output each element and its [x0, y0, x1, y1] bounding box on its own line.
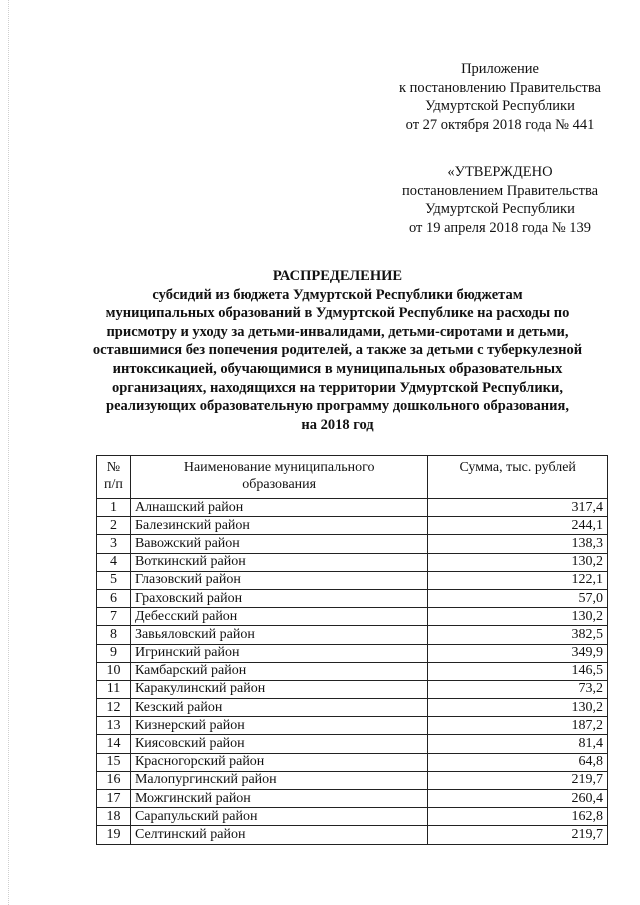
row-number: 14 [97, 735, 131, 753]
approved-line: от 19 апреля 2018 года № 139 [408, 219, 592, 236]
row-municipality: Вавожский район [130, 535, 427, 553]
row-municipality: Камбарский район [130, 662, 427, 680]
distribution-table [96, 455, 608, 845]
row-number: 8 [97, 626, 131, 644]
appendix-line: Приложение [461, 61, 539, 77]
row-amount: 73,2 [428, 680, 608, 698]
title-line: реализующих образовательную программу дошкольного образования, [106, 398, 569, 415]
approved-note [380, 163, 620, 237]
row-municipality: Можгинский район [130, 790, 427, 808]
row-number: 16 [97, 771, 131, 789]
row-amount: 244,1 [428, 517, 608, 535]
row-amount: 219,7 [428, 771, 608, 789]
row-number: 7 [97, 608, 131, 626]
row-municipality: Завьяловский район [130, 626, 427, 644]
approved-line: Удмуртской Республики [425, 201, 575, 217]
title-heading: РАСПРЕДЕЛЕНИЕ [272, 268, 403, 284]
row-municipality: Глазовский район [130, 571, 427, 589]
row-municipality: Граховский район [130, 589, 427, 607]
table-row [97, 790, 608, 808]
row-number: 4 [97, 553, 131, 571]
row-amount: 162,8 [428, 808, 608, 826]
title-line: муниципальных образований в Удмуртской Республике на расходы по [105, 305, 570, 322]
table-row [97, 608, 608, 626]
table-row [97, 771, 608, 789]
table-row [97, 644, 608, 662]
table-row [97, 808, 608, 826]
scan-margin-line [8, 0, 10, 905]
row-amount: 130,2 [428, 699, 608, 717]
table-row [97, 735, 608, 753]
row-municipality: Игринский район [130, 644, 427, 662]
row-amount: 260,4 [428, 790, 608, 808]
table-body [97, 499, 608, 845]
title-line: на 2018 год [301, 416, 374, 433]
row-amount: 122,1 [428, 571, 608, 589]
appendix-note [380, 60, 620, 134]
row-number: 2 [97, 517, 131, 535]
row-amount: 187,2 [428, 717, 608, 735]
appendix-line: от 27 октября 2018 года № 441 [405, 116, 595, 133]
header-name-line2: образования [242, 477, 317, 492]
title-line: интоксикацией, обучающимися в муниципальных образовательных [112, 360, 563, 377]
table-row [97, 826, 608, 844]
row-municipality: Киясовский район [130, 735, 427, 753]
table-row [97, 589, 608, 607]
document-title [70, 267, 605, 434]
header-name-line1: Наименование муниципального [183, 460, 375, 475]
table-row [97, 517, 608, 535]
header-name [130, 456, 427, 499]
table-row [97, 753, 608, 771]
row-number: 17 [97, 790, 131, 808]
row-amount: 130,2 [428, 608, 608, 626]
table-row [97, 571, 608, 589]
row-amount: 219,7 [428, 826, 608, 844]
row-number: 18 [97, 808, 131, 826]
row-municipality: Сарапульский район [130, 808, 427, 826]
header-sum: Сумма, тыс. рублей [428, 456, 608, 499]
row-municipality: Красногорский район [130, 753, 427, 771]
title-line: оставшимися без попечения родителей, а также за детьми с туберкулезной [92, 342, 583, 359]
row-municipality: Каракулинский район [130, 680, 427, 698]
table-row [97, 662, 608, 680]
row-number: 15 [97, 753, 131, 771]
row-amount: 349,9 [428, 644, 608, 662]
row-municipality: Селтинский район [130, 826, 427, 844]
table-row [97, 535, 608, 553]
row-number: 6 [97, 589, 131, 607]
row-amount: 317,4 [428, 499, 608, 517]
row-amount: 138,3 [428, 535, 608, 553]
row-number: 12 [97, 699, 131, 717]
row-municipality: Балезинский район [130, 517, 427, 535]
row-amount: 57,0 [428, 589, 608, 607]
row-municipality: Малопургинский район [130, 771, 427, 789]
appendix-line: к постановлению Правительства [399, 79, 601, 96]
title-line: субсидий из бюджета Удмуртской Республики бюджетам [152, 286, 523, 303]
approved-line: постановлением Правительства [401, 182, 599, 199]
row-municipality: Кезский район [130, 699, 427, 717]
row-amount: 146,5 [428, 662, 608, 680]
table-row [97, 680, 608, 698]
table-row [97, 717, 608, 735]
appendix-line: Удмуртской Республики [425, 98, 575, 114]
header-number [97, 456, 131, 499]
row-number: 10 [97, 662, 131, 680]
approved-line: «УТВЕРЖДЕНО [447, 164, 553, 180]
row-amount: 64,8 [428, 753, 608, 771]
row-number: 19 [97, 826, 131, 844]
row-number: 5 [97, 571, 131, 589]
row-municipality: Алнашский район [130, 499, 427, 517]
header-number-line2: п/п [104, 477, 123, 492]
row-municipality: Кизнерский район [130, 717, 427, 735]
row-number: 1 [97, 499, 131, 517]
row-amount: 382,5 [428, 626, 608, 644]
table-row [97, 626, 608, 644]
row-amount: 81,4 [428, 735, 608, 753]
row-municipality: Дебесский район [130, 608, 427, 626]
table-header-row [97, 456, 608, 499]
table-row [97, 553, 608, 571]
row-number: 3 [97, 535, 131, 553]
row-municipality: Воткинский район [130, 553, 427, 571]
table-row [97, 699, 608, 717]
header-number-line1: № [106, 460, 121, 475]
row-number: 9 [97, 644, 131, 662]
table-row [97, 499, 608, 517]
row-amount: 130,2 [428, 553, 608, 571]
title-line: присмотру и уходу за детьми-инвалидами, детьми-сиротами и детьми, [106, 323, 569, 340]
row-number: 11 [97, 680, 131, 698]
title-line: организациях, находящихся на территории Удмуртской Республики, [111, 379, 564, 396]
row-number: 13 [97, 717, 131, 735]
